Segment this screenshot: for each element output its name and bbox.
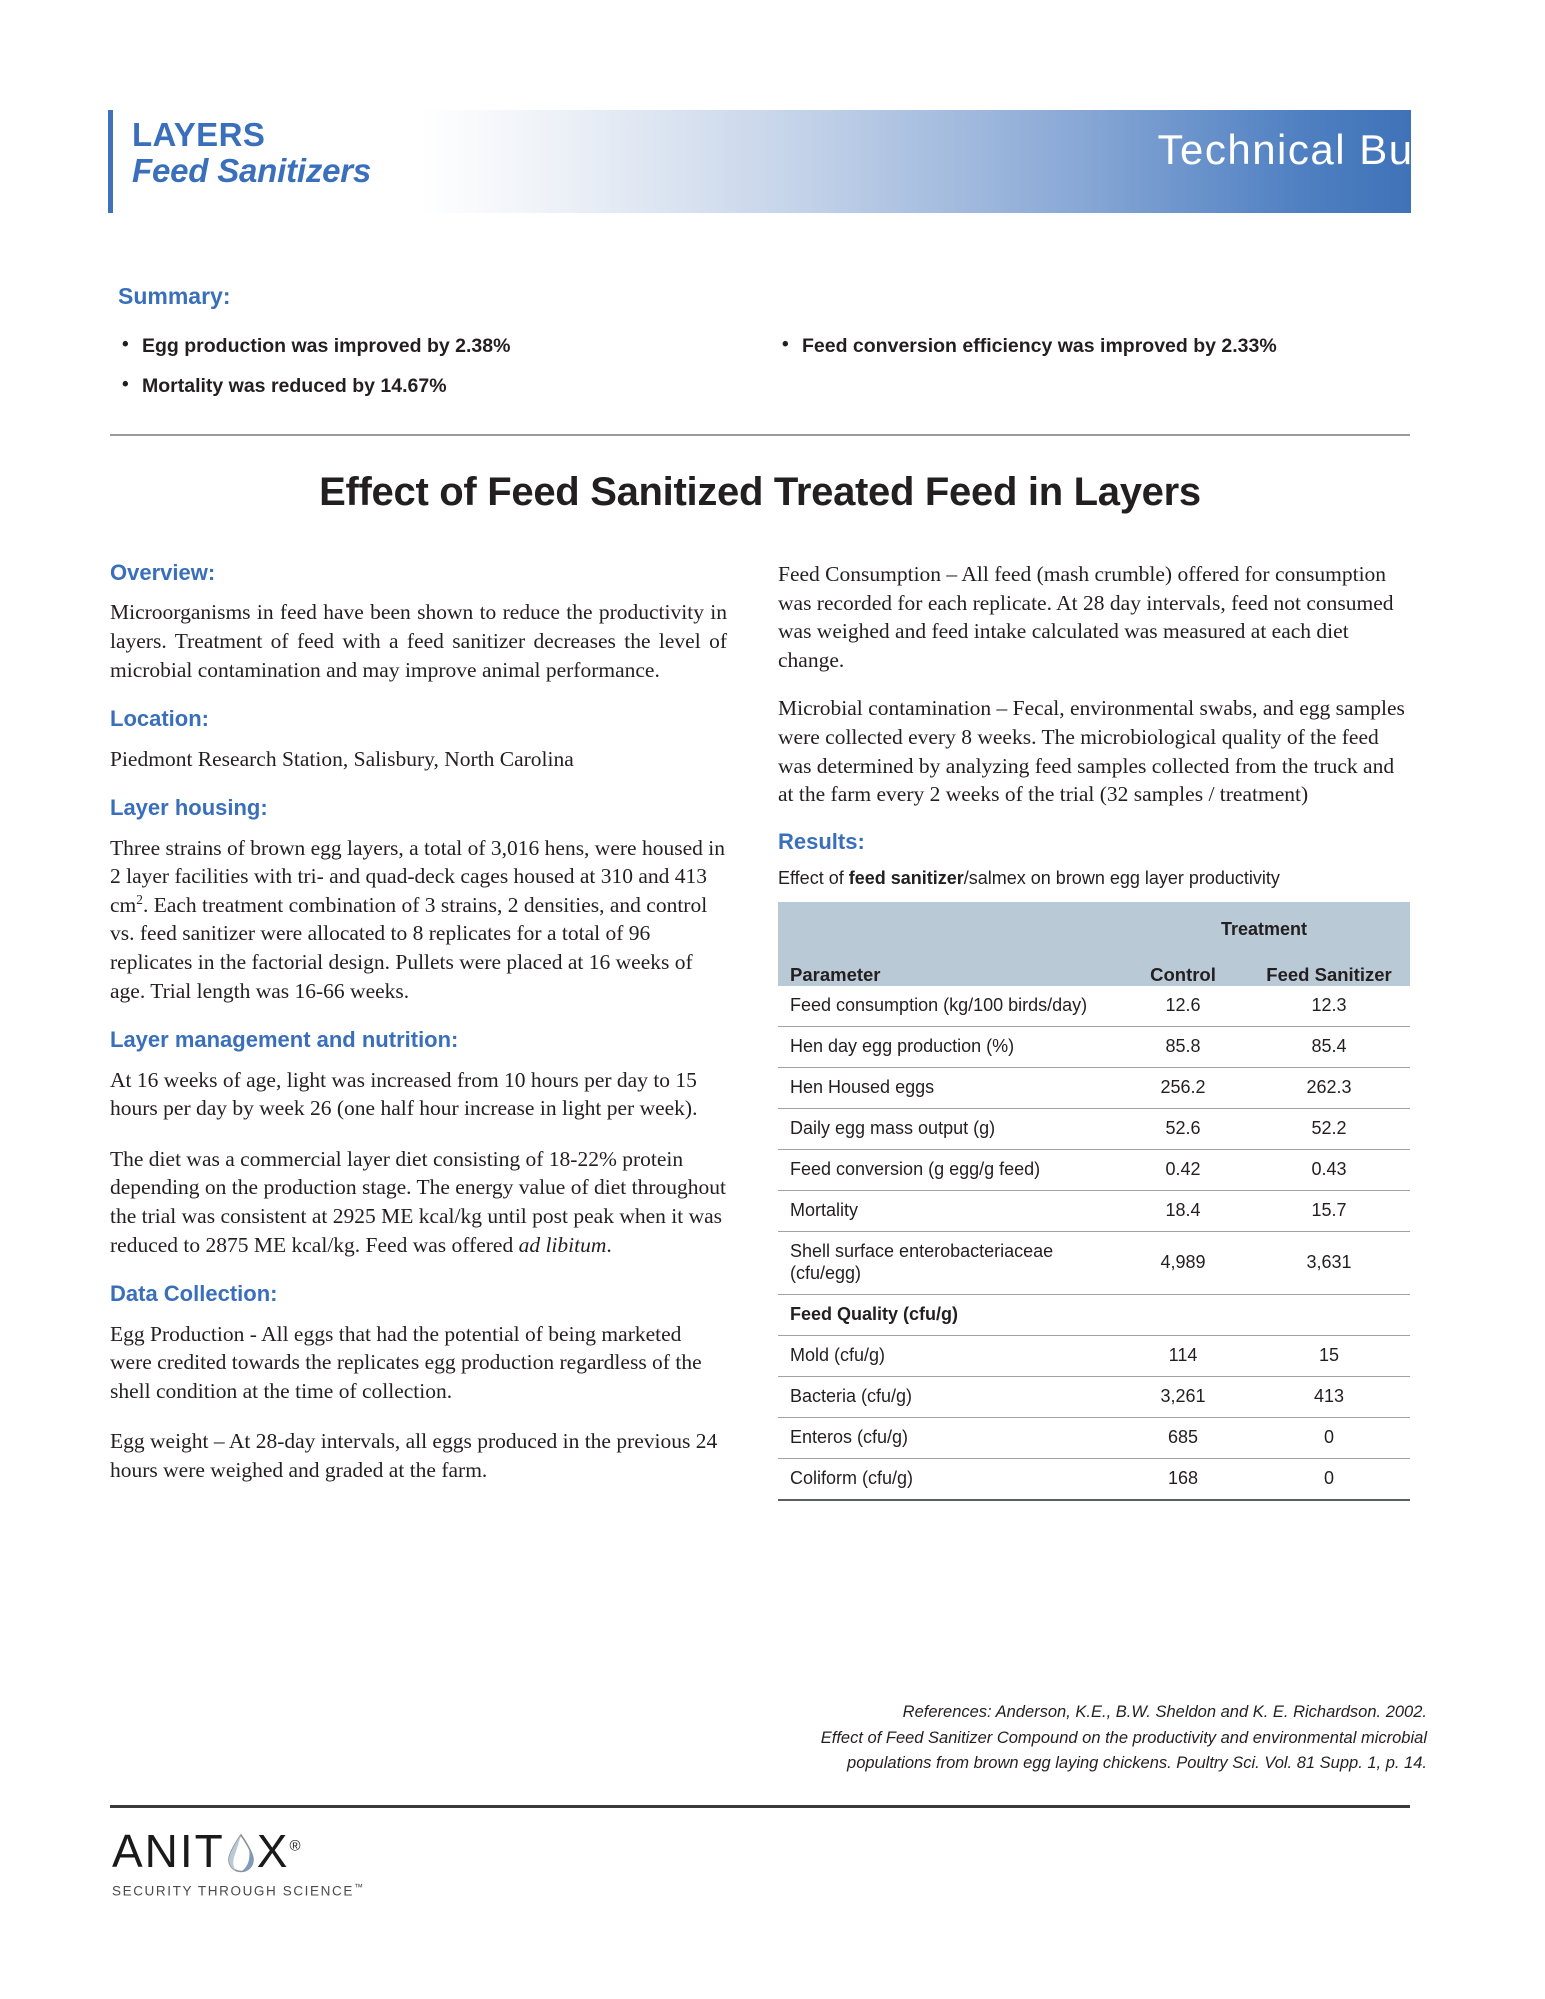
- caption-part-c: /salmex on brown egg layer productivity: [963, 868, 1280, 889]
- table-cell-control: 4,989: [1118, 1231, 1248, 1294]
- caption-part-a: Effect of: [778, 868, 849, 889]
- reference-line: populations from brown egg laying chickens. Poultry Sci. Vol. 81 Supp. 1, p. 14.: [847, 1754, 1427, 1773]
- summary-bullet: • Mortality was reduced by 14.67%: [118, 375, 778, 398]
- summary-column-right: [778, 335, 1398, 375]
- housing-text-b: . Each treatment combination of 3 strains, 2 densities, and control vs. feed sanitizer were allocated to 8 replicates for a total of 96 replicates in the factorial design. Pullets were placed at 16 weeks of age. Trial length was 16-66 weeks.: [110, 892, 708, 1003]
- table-caption: [778, 867, 1410, 890]
- left-column: [110, 560, 727, 1507]
- banner-product-line: LAYERS: [132, 116, 266, 153]
- divider-top: [110, 434, 1410, 436]
- section-heading-layer-housing: Layer housing:: [110, 795, 268, 821]
- table-cell-feed-sanitizer: 15.7: [1248, 1190, 1410, 1231]
- table-group-header-row: [778, 902, 1410, 944]
- table-cell-control: 85.8: [1118, 1026, 1248, 1067]
- table-row: [778, 1458, 1410, 1500]
- table-cell-parameter: Daily egg mass output (g): [778, 1108, 1118, 1149]
- logo-text-anit: ANIT: [112, 1825, 225, 1877]
- page-title: Effect of Feed Sanitized Treated Feed in Layers: [319, 470, 1201, 514]
- table-row: [778, 1376, 1410, 1417]
- table-row: [778, 1231, 1410, 1294]
- table-cell-control: 18.4: [1118, 1190, 1248, 1231]
- table-cell-control: 12.6: [1118, 986, 1248, 1027]
- table-cell-feed-sanitizer: 0: [1248, 1458, 1410, 1500]
- table-head: [778, 902, 1410, 986]
- summary-bullet: • Egg production was improved by 2.38%: [118, 335, 778, 358]
- banner-brand-block: [132, 118, 371, 187]
- layer-housing-paragraph: [110, 834, 727, 1006]
- table-cell-control: [1118, 1294, 1248, 1335]
- right-column: [778, 560, 1410, 1501]
- table-cell-parameter: Feed conversion (g egg/g feed): [778, 1149, 1118, 1190]
- table-cell-parameter: Enteros (cfu/g): [778, 1417, 1118, 1458]
- summary-heading: Summary:: [118, 283, 231, 309]
- data-collection-paragraph-1: Egg Production - All eggs that had the potential of being marketed were credited towards the replicates egg production regardless of the shell condition at the time of collection.: [110, 1321, 702, 1403]
- table-group-header-spacer: [778, 902, 1118, 944]
- table-row: [778, 1149, 1410, 1190]
- table-cell-parameter: Shell surface enterobacteriaceae (cfu/egg): [778, 1231, 1118, 1294]
- summary-bullets: [118, 335, 1418, 416]
- management-paragraph-2: [110, 1145, 727, 1259]
- housing-text-a: Three strains of brown egg layers, a total of 3,016 hens, were housed in 2 layer facilities with tri- and quad-deck cages housed at 310 and 413 cm: [110, 835, 725, 917]
- table-cell-feed-sanitizer: [1248, 1294, 1410, 1335]
- anitox-logo: [112, 1825, 372, 1899]
- table-row: [778, 1294, 1410, 1335]
- table-row: [778, 1108, 1410, 1149]
- table-row: [778, 1190, 1410, 1231]
- management-italic: ad libitum: [518, 1232, 607, 1257]
- summary-bullet: • Feed conversion efficiency was improved by 2.33%: [778, 335, 1398, 358]
- logo-tagline-text: SECURITY THROUGH SCIENCE: [112, 1883, 354, 1899]
- table-cell-feed-sanitizer: 15: [1248, 1335, 1410, 1376]
- water-drop-icon: [226, 1833, 256, 1873]
- table-row: [778, 1335, 1410, 1376]
- logo-text-x: X: [256, 1825, 290, 1877]
- table-cell-feed-sanitizer: 3,631: [1248, 1231, 1410, 1294]
- results-table: [778, 902, 1410, 1501]
- table-header-row: [778, 944, 1410, 986]
- table-row: [778, 1417, 1410, 1458]
- table-cell-parameter: Mortality: [778, 1190, 1118, 1231]
- table-header-control: Control: [1118, 944, 1248, 986]
- banner-left-rule: [108, 110, 113, 213]
- logo-tagline: [112, 1882, 372, 1899]
- summary-column-left: [118, 335, 778, 416]
- management-paragraph-1: At 16 weeks of age, light was increased from 10 hours per day to 15 hours per day by week 26 (one half hour increase in light per week).: [110, 1067, 698, 1121]
- section-heading-layer-management: Layer management and nutrition:: [110, 1027, 459, 1053]
- reference-line: References: Anderson, K.E., B.W. Sheldon and K. E. Richardson. 2002.: [902, 1703, 1427, 1721]
- references-block: [727, 1700, 1427, 1777]
- section-heading-location: Location:: [110, 706, 209, 732]
- table-cell-control: 0.42: [1118, 1149, 1248, 1190]
- table-row: [778, 986, 1410, 1027]
- table-cell-feed-sanitizer: 0: [1248, 1417, 1410, 1458]
- microbial-contamination-paragraph: Microbial contamination – Fecal, environmental swabs, and egg samples were collected every 8 weeks. The microbiological quality of the feed was determined by analyzing feed samples collected from the truck and at the farm every 2 weeks of the trial (32 samples / treatment): [778, 696, 1405, 807]
- table-header-feed-sanitizer: Feed Sanitizer: [1248, 944, 1410, 986]
- caption-part-b: feed sanitizer: [848, 868, 964, 889]
- table-cell-parameter: Bacteria (cfu/g): [778, 1376, 1118, 1417]
- management-text-a: The diet was a commercial layer diet consisting of 18-22% protein depending on the production stage. The energy value of diet throughout the trial was consistent at 2925 ME kcal/kg until post peak when it was reduced to 2875 ME kcal/kg. Feed was offered: [110, 1146, 726, 1257]
- section-heading-results: Results:: [778, 828, 865, 854]
- table-body: [778, 986, 1410, 1500]
- table-cell-parameter: Hen day egg production (%): [778, 1026, 1118, 1067]
- reference-line: Effect of Feed Sanitizer Compound on the productivity and environmental microbial: [820, 1728, 1427, 1747]
- banner-product-sub: Feed Sanitizers: [132, 151, 372, 189]
- registered-mark-icon: ®: [289, 1837, 303, 1855]
- table-cell-feed-sanitizer: 0.43: [1248, 1149, 1410, 1190]
- table-cell-feed-sanitizer: 52.2: [1248, 1108, 1410, 1149]
- table-cell-feed-sanitizer: 262.3: [1248, 1067, 1410, 1108]
- management-text-b: .: [606, 1232, 612, 1257]
- table-cell-control: 3,261: [1118, 1376, 1248, 1417]
- table-cell-feed-sanitizer: 413: [1248, 1376, 1410, 1417]
- table-cell-parameter: Mold (cfu/g): [778, 1335, 1118, 1376]
- section-heading-data-collection: Data Collection:: [110, 1281, 278, 1307]
- table-row: [778, 1026, 1410, 1067]
- trademark-mark-icon: ™: [353, 1882, 365, 1892]
- table-cell-control: 114: [1118, 1335, 1248, 1376]
- table-cell-parameter: Feed consumption (kg/100 birds/day): [778, 986, 1118, 1027]
- section-heading-overview: Overview:: [110, 560, 216, 585]
- divider-bottom: [110, 1805, 1410, 1808]
- table-cell-parameter: Hen Housed eggs: [778, 1067, 1118, 1108]
- table-cell-parameter: Feed Quality (cfu/g): [778, 1294, 1118, 1335]
- table-cell-feed-sanitizer: 85.4: [1248, 1026, 1410, 1067]
- location-paragraph: Piedmont Research Station, Salisbury, North Carolina: [110, 746, 574, 771]
- table-cell-control: 685: [1118, 1417, 1248, 1458]
- data-collection-paragraph-2: Egg weight – At 28-day intervals, all eggs produced in the previous 24 hours were weighed and graded at the farm.: [110, 1429, 718, 1482]
- table-group-header-treatment: Treatment: [1118, 902, 1410, 944]
- feed-consumption-paragraph: Feed Consumption – All feed (mash crumble) offered for consumption was recorded for each replicate. At 28 day intervals, feed not consumed was weighed and feed intake calculated was measured at each diet change.: [778, 562, 1394, 672]
- overview-paragraph: Microorganisms in feed have been shown to reduce the productivity in layers. Treatment of feed with a feed sanitizer decreases the level of microbial contamination and may improve animal performance.: [110, 600, 727, 682]
- table-cell-control: 168: [1118, 1458, 1248, 1500]
- table-cell-control: 52.6: [1118, 1108, 1248, 1149]
- table-cell-feed-sanitizer: 12.3: [1248, 986, 1410, 1027]
- table-row: [778, 1067, 1410, 1108]
- table-header-parameter: Parameter: [778, 944, 1118, 986]
- table-cell-parameter: Coliform (cfu/g): [778, 1458, 1118, 1500]
- housing-superscript: 2: [136, 891, 143, 907]
- banner-doc-type: Technical Bulletin: [1157, 126, 1509, 173]
- table-cell-control: 256.2: [1118, 1067, 1248, 1108]
- logo-wordmark: [112, 1825, 303, 1877]
